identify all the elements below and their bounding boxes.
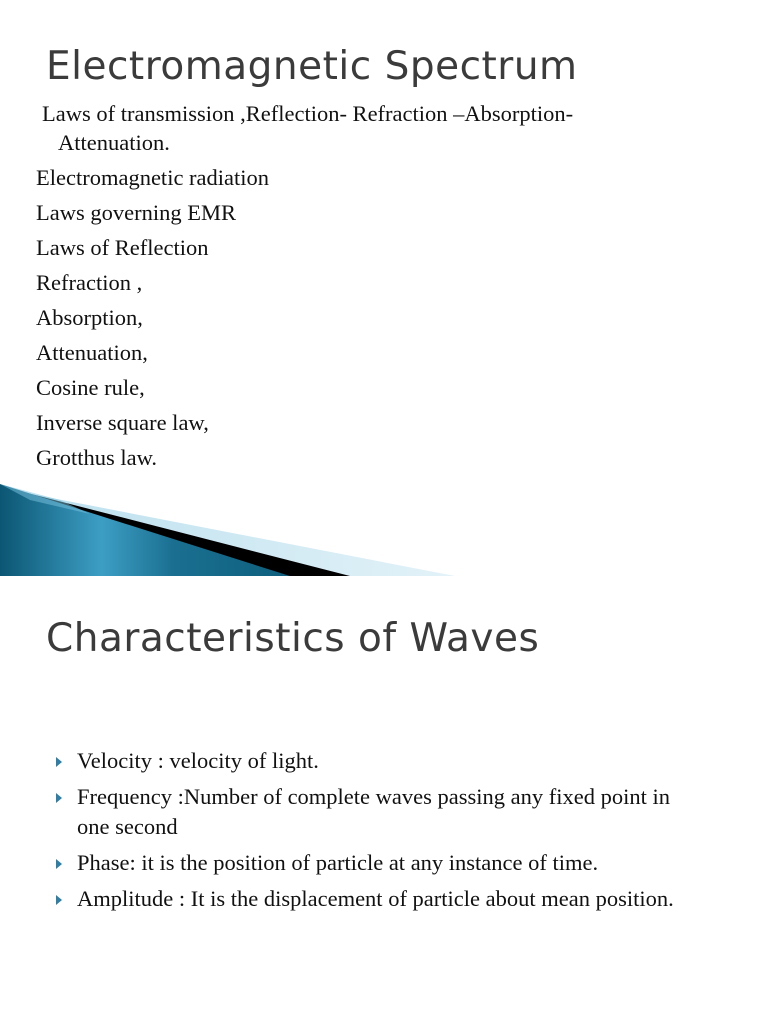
list-item [52,782,702,842]
triangle-bullet-icon [56,859,62,869]
list-item [52,884,702,914]
list-item-text: Amplitude : It is the displacement of particle about mean position. [77,886,674,911]
list-item: Cosine rule, [36,375,145,400]
list-item [52,848,702,878]
list-item: Laws governing EMR [36,200,236,225]
bullet-list [52,746,702,920]
list-item [36,99,696,157]
decorative-wave-band [0,480,768,576]
list-item-line: Laws of transmission ,Reflection- Refraction –Absorption- [42,101,574,126]
triangle-bullet-icon [56,895,62,905]
slide-title: Characteristics of Waves [46,616,540,661]
slide-title: Electromagnetic Spectrum [46,44,578,89]
list-item: Attenuation, [36,340,148,365]
list-item: Electromagnetic radiation [36,165,270,190]
triangle-bullet-icon [56,793,62,803]
list-item: Absorption, [36,305,143,330]
list-item: Grotthus law. [36,445,158,470]
list-item-text: Frequency :Number of complete waves passing any fixed point in one second [77,784,670,839]
list-item: Laws of Reflection [36,235,209,260]
list-item-text: Phase: it is the position of particle at any instance of time. [77,850,599,875]
list-item [52,746,702,776]
slide-characteristics-of-waves [0,576,768,1024]
list-item: Refraction , [36,270,143,295]
list-item-line-continued: Attenuation. [58,130,170,155]
list-item: Inverse square law, [36,410,209,435]
triangle-bullet-icon [56,757,62,767]
topic-list [36,99,696,478]
list-item-text: Velocity : velocity of light. [77,748,319,773]
